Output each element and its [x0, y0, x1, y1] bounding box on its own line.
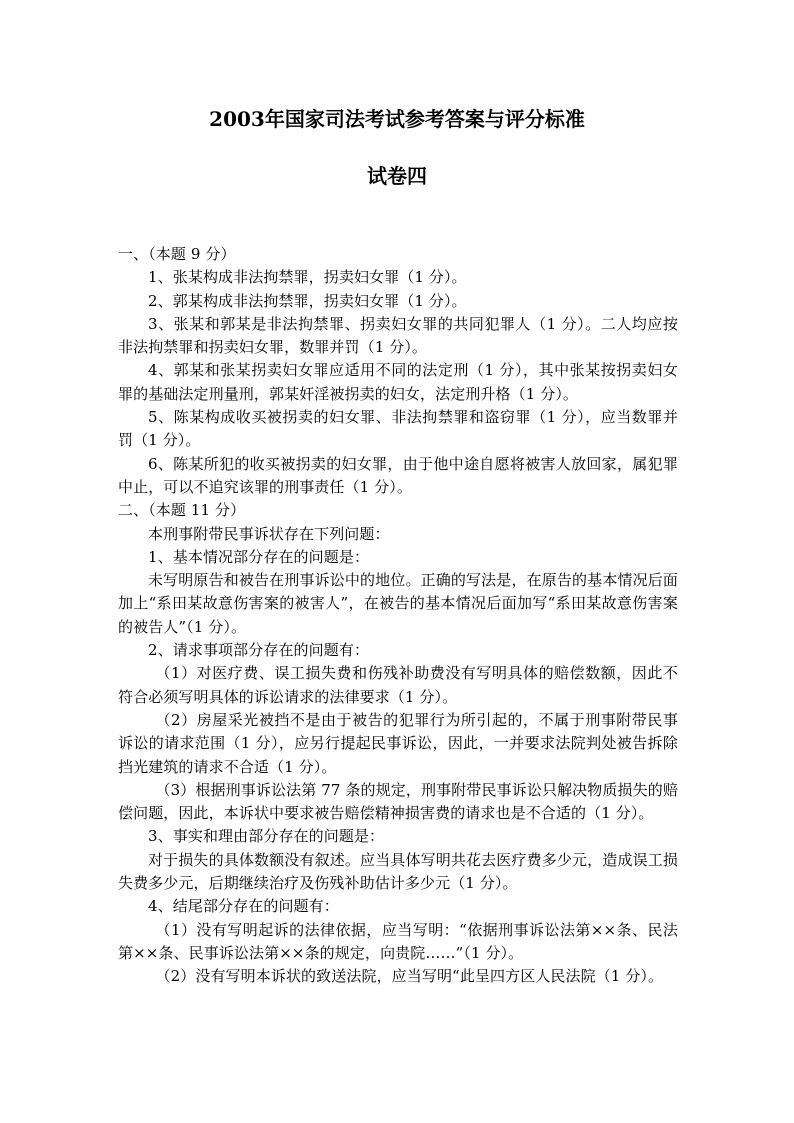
- answer-paragraph: 4、郭某和张某拐卖妇女罪应适用不同的法定刑（1 分），其中张某按拐卖妇女罪的基础法定刑量刑，郭某奸淫被拐卖的妇女，法定刑升格（1 分）。: [118, 361, 678, 403]
- section-heading: 二、（本题 11 分）: [118, 501, 246, 520]
- answer-paragraph: 本刑事附带民事诉状存在下列问题：: [148, 524, 390, 543]
- answer-paragraph: 1、张某构成非法拘禁罪，拐卖妇女罪（1 分）。: [148, 268, 467, 287]
- answer-subparagraph: （1）对医疗费、误工损失费和伤残补助费没有写明具体的赔偿数额，因此不符合必须写明具体的诉讼请求的法律要求（1 分）。: [118, 664, 678, 706]
- section-heading: 一、（本题 9 分）: [118, 245, 236, 263]
- answer-paragraph: 5、陈某构成收买被拐卖的妇女罪、非法拘禁罪和盗窃罪（1 分），应当数罪并罚（1 分）。: [118, 408, 678, 450]
- answer-paragraph: 2、请求事项部分存在的问题有：: [148, 641, 370, 660]
- document-subtitle: 试卷四: [367, 164, 427, 188]
- answer-paragraph: 未写明原告和被告在刑事诉讼中的地位。正确的写法是，在原告的基本情况后面加上“系田某故意伤害案的被害人”，在被告的基本情况后面加写“系田某故意伤害案的被告人”（1 分）。: [118, 571, 678, 636]
- document-body: [118, 243, 678, 989]
- document-title: 2003年国家司法考试参考答案与评分标准: [209, 107, 585, 131]
- answer-paragraph: 4、结尾部分存在的问题有：: [148, 897, 339, 916]
- answer-subparagraph: （1）没有写明起诉的法律依据，应当写明：“依据刑事诉讼法第××条、民法第××条、民事诉讼法第××条的规定，向贵院……”（1 分）。: [118, 920, 678, 962]
- answer-paragraph: 6、陈某所犯的收买被拐卖的妇女罪，由于他中途自愿将被害人放回家，属犯罪中止，可以不追究该罪的刑事责任（1 分）。: [118, 454, 678, 496]
- answer-paragraph: 3、事实和理由部分存在的问题是：: [148, 827, 385, 846]
- answer-subparagraph: （3）根据刑事诉讼法第 77 条的规定，刑事附带民事诉讼只解决物质损失的赔偿问题，因此，本诉状中要求被告赔偿精神损害费的请求也是不合适的（1 分）。: [118, 780, 678, 823]
- answer-subparagraph: （2）没有写明本诉状的致送法院，应当写明“此呈四方区人民法院（1 分）。: [155, 967, 664, 986]
- answer-subparagraph: （2）房屋采光被挡不是由于被告的犯罪行为所引起的，不属于刑事附带民事诉讼的请求范围（1 分），应另行提起民事诉讼，因此，一并要求法院判处被告拆除挡光建筑的请求不合适（1 分）。: [118, 710, 678, 776]
- answer-paragraph: 1、基本情况部分存在的问题是：: [148, 547, 370, 566]
- answer-paragraph: 3、张某和郭某是非法拘禁罪、拐卖妇女罪的共同犯罪人（1 分）。二人均应按非法拘禁罪和拐卖妇女罪，数罪并罚（1 分）。: [118, 314, 678, 357]
- answer-paragraph: 对于损失的具体数额没有叙述。应当具体写明共花去医疗费多少元，造成误工损失费多少元，后期继续治疗及伤残补助估计多少元（1 分）。: [118, 850, 678, 893]
- answer-paragraph: 2、郭某构成非法拘禁罪，拐卖妇女罪（1 分）。: [148, 291, 467, 310]
